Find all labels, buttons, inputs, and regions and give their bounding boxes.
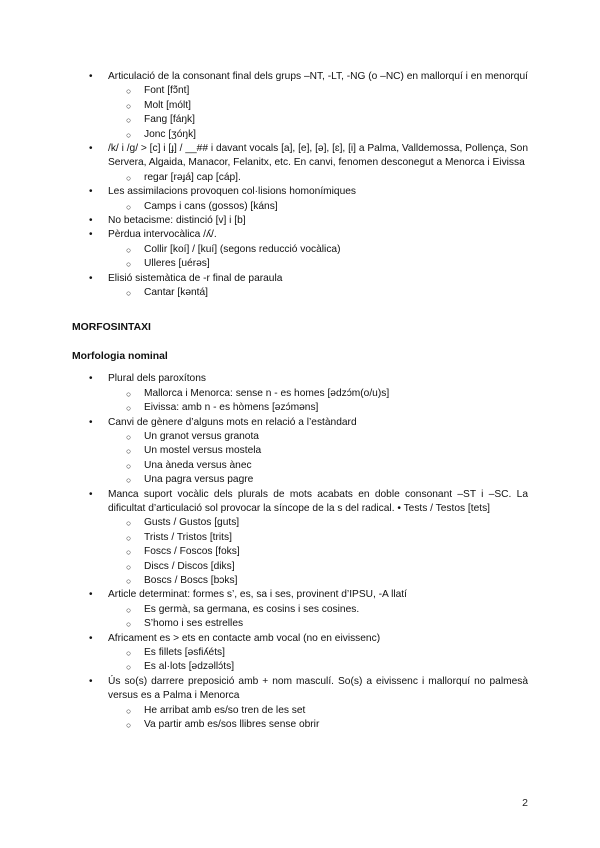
list-item <box>72 372 528 415</box>
sublist <box>108 200 528 214</box>
list-item <box>72 70 528 142</box>
sublist-item: ○ Es al·lots [ədzəllɔ́ts] <box>108 660 528 674</box>
page-number: 2 <box>522 797 528 809</box>
list-item-text: • Canvi de gènere d’alguns mots en relació a l’estàndard <box>108 416 357 428</box>
sublist <box>108 387 528 416</box>
sublist <box>108 704 528 733</box>
sublist <box>108 646 528 675</box>
list-item-text: • Africament es > ets en contacte amb vocal (no en eivissenc) <box>108 632 381 644</box>
sublist <box>108 430 528 488</box>
sublist <box>108 171 528 185</box>
list-item <box>72 214 528 228</box>
sublist-item: ○ Jonc [ʒóŋk] <box>108 128 528 142</box>
sublist-item: ○ Una àneda versus ànec <box>108 459 528 473</box>
list-item-text: • Article determinat: formes s’, es, sa i ses, provinent d’IPSU, -A llatí <box>108 589 407 601</box>
list-item-text: • Les assimilacions provoquen col·lisions homonímiques <box>108 186 357 198</box>
list-item <box>72 142 528 185</box>
sublist-item: ○ Mallorca i Menorca: sense n - es homes [ədzɔ́m(o/u)s] <box>108 387 528 401</box>
sublist-item: ○ Discs / Discos [diks] <box>108 560 528 574</box>
sublist-item: ○ regar [rəɟá] cap [cáp]. <box>108 171 528 185</box>
sublist <box>108 516 528 588</box>
sublist-item: ○ S’homo i ses estrelles <box>108 617 528 631</box>
sublist-item: ○ Una pagra versus pagre <box>108 473 528 487</box>
sublist-item: ○ Molt [mólt] <box>108 99 528 113</box>
sublist-item: ○ Font [fɔ̃nt] <box>108 84 528 98</box>
sublist-item: ○ He arribat amb es/so tren de les set <box>108 704 528 718</box>
list-item <box>72 272 528 301</box>
sublist <box>108 243 528 272</box>
sublist-item: ○ Gusts / Gustos [guts] <box>108 516 528 530</box>
list-item-text: • No betacisme: distinció [v] i [b] <box>108 215 246 227</box>
page-content <box>72 70 528 732</box>
list-item-text: • Pèrdua intervocàlica /ʎ/. <box>108 229 217 241</box>
section-heading-morfosintaxi: MORFOSINTAXI <box>72 321 151 333</box>
sublist-item: ○ Camps i cans (gossos) [káns] <box>108 200 528 214</box>
list-item <box>72 632 528 675</box>
morphology-list <box>72 372 528 732</box>
sublist-item: ○ Un granot versus granota <box>108 430 528 444</box>
phonetics-list <box>72 70 528 301</box>
list-item-text: • Manca suport vocàlic dels plurals de mots acabats en doble consonant –ST i –SC. La dificultat d’articulació sol provocar la síncope de la s del radical. • Tests / Testos [tets] <box>108 488 528 514</box>
sublist-item: ○ Fang [fáŋk] <box>108 113 528 127</box>
list-item <box>72 185 528 214</box>
list-item <box>72 588 528 631</box>
subsection-heading-morfologia: Morfologia nominal <box>72 350 168 362</box>
sublist-item: ○ Trists / Tristos [trits] <box>108 531 528 545</box>
sublist-item: ○ Un mostel versus mostela <box>108 444 528 458</box>
list-item-text: • /k/ i /g/ > [c] i [ɟ] / __## i davant vocals [a], [e], [ə], [ɛ], [i] a Palma, Valldemossa, Pollença, Son Servera, Algaida, Manacor, Felanitx, etc. En canvi, fenomen desconegut a Menorca i Eivissa <box>108 143 528 169</box>
list-item <box>72 675 528 733</box>
sublist-item: ○ Foscs / Foscos [foks] <box>108 545 528 559</box>
list-item-text: • Elisió sistemàtica de -r final de paraula <box>108 272 283 284</box>
sublist-item: ○ Es fillets [əsfiʎéts] <box>108 646 528 660</box>
list-item <box>72 488 528 589</box>
sublist <box>108 603 528 632</box>
list-item-text: • Articulació de la consonant final dels grups –NT, -LT, -NG (o –NC) en mallorquí i en menorquí <box>108 71 528 82</box>
sublist-item: ○ Es germà, sa germana, es cosins i ses cosines. <box>108 603 528 617</box>
sublist-item: ○ Cantar [kəntá] <box>108 286 528 300</box>
sublist-item: ○ Eivissa: amb n - es hòmens [əzɔ́məns] <box>108 401 528 415</box>
sublist-item: ○ Va partir amb es/sos llibres sense obrir <box>108 718 528 732</box>
sublist-item: ○ Boscs / Boscs [bɔks] <box>108 574 528 588</box>
list-item-text: • Ús so(s) darrere preposició amb + nom masculí. So(s) a eivissenc i mallorquí no palmesà versus es a Palma i Menorca <box>108 675 528 702</box>
sublist <box>108 286 528 300</box>
sublist-item: ○ Ulleres [uérəs] <box>108 257 528 271</box>
list-item-text: • Plural dels paroxítons <box>108 373 206 385</box>
sublist <box>108 84 528 142</box>
list-item <box>72 416 528 488</box>
sublist-item: ○ Collir [koí] / [kuí] (segons reducció vocàlica) <box>108 243 528 257</box>
list-item <box>72 228 528 271</box>
